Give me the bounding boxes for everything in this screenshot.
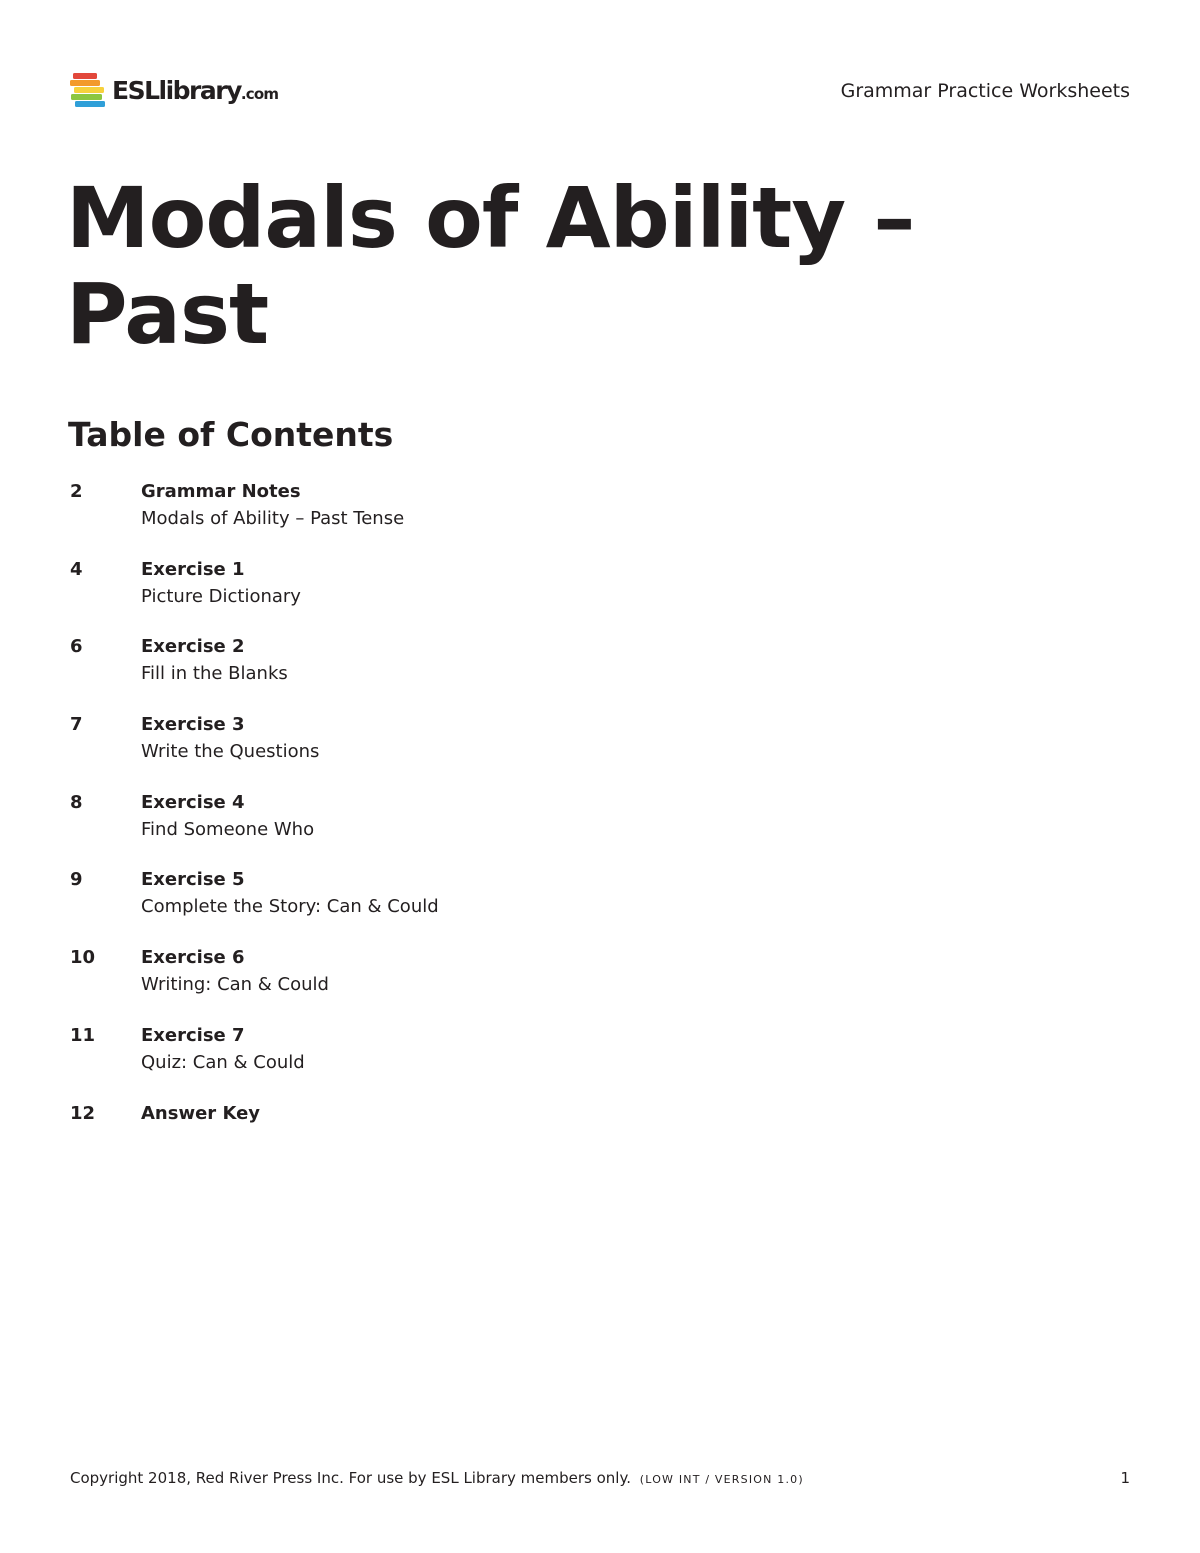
footer-copyright [70,1467,804,1491]
toc-entry-exercise-2[interactable] [70,633,870,711]
toc-entry-title: Exercise 4 [141,791,245,813]
toc-entry-exercise-5[interactable] [70,866,870,944]
page-number: 1 [1120,1469,1130,1487]
toc-entry-grammar-notes[interactable] [70,478,870,556]
logo-text-main: ESLlibrary [112,75,241,105]
toc-entry-exercise-4[interactable] [70,789,870,867]
document-title-line2: Past [66,265,269,363]
toc-entry-subtitle: Modals of Ability – Past Tense [141,508,405,529]
esl-library-logo[interactable] [70,70,278,110]
toc-entry-subtitle: Complete the Story: Can & Could [141,896,439,918]
toc-page-number: 10 [70,947,96,969]
logo-text-suffix: .com [240,84,279,103]
toc-heading: Table of Contents [68,415,394,454]
document-title [66,170,1066,362]
toc-entry-title: Exercise 3 [141,714,245,736]
toc-page-number: 4 [70,558,83,580]
toc-entry-title: Exercise 5 [141,869,245,891]
copyright-text: Copyright 2018, Red River Press Inc. For use by ESL Library members only. [70,1469,631,1487]
toc-entry-title: Grammar Notes [141,481,301,502]
table-of-contents [70,478,870,1177]
toc-page-number: 7 [70,714,83,736]
toc-entry-exercise-7[interactable] [70,1022,870,1100]
document-title-line1: Modals of Ability – [66,169,915,267]
worksheet-series-label: Grammar Practice Worksheets [840,80,1130,102]
toc-page-number: 8 [70,791,83,813]
toc-entry-subtitle: Write the Questions [141,741,320,763]
toc-entry-subtitle: Writing: Can & Could [141,974,329,996]
toc-page-number: 11 [70,1024,96,1046]
toc-entry-subtitle: Quiz: Can & Could [141,1051,305,1073]
toc-entry-title: Exercise 1 [141,558,245,580]
toc-entry-answer-key[interactable] [70,1100,870,1178]
toc-entry-exercise-6[interactable] [70,944,870,1022]
version-label: (LOW INT / VERSION 1.0) [639,1473,804,1486]
toc-page-number: 6 [70,636,83,658]
toc-entry-title: Answer Key [141,1102,261,1124]
toc-page-number: 12 [70,1102,96,1124]
toc-entry-subtitle: Fill in the Blanks [141,663,288,685]
toc-entry-subtitle: Picture Dictionary [141,585,301,607]
toc-entry-subtitle: Find Someone Who [141,818,315,840]
toc-entry-title: Exercise 7 [141,1024,245,1046]
toc-entry-title: Exercise 6 [141,947,245,969]
toc-entry-title: Exercise 2 [141,636,245,658]
toc-page-number: 2 [70,481,83,502]
toc-page-number: 9 [70,869,83,891]
toc-entry-exercise-1[interactable] [70,556,870,634]
logo-wordmark [112,75,279,105]
toc-entry-exercise-3[interactable] [70,711,870,789]
stacked-books-icon [70,72,108,108]
